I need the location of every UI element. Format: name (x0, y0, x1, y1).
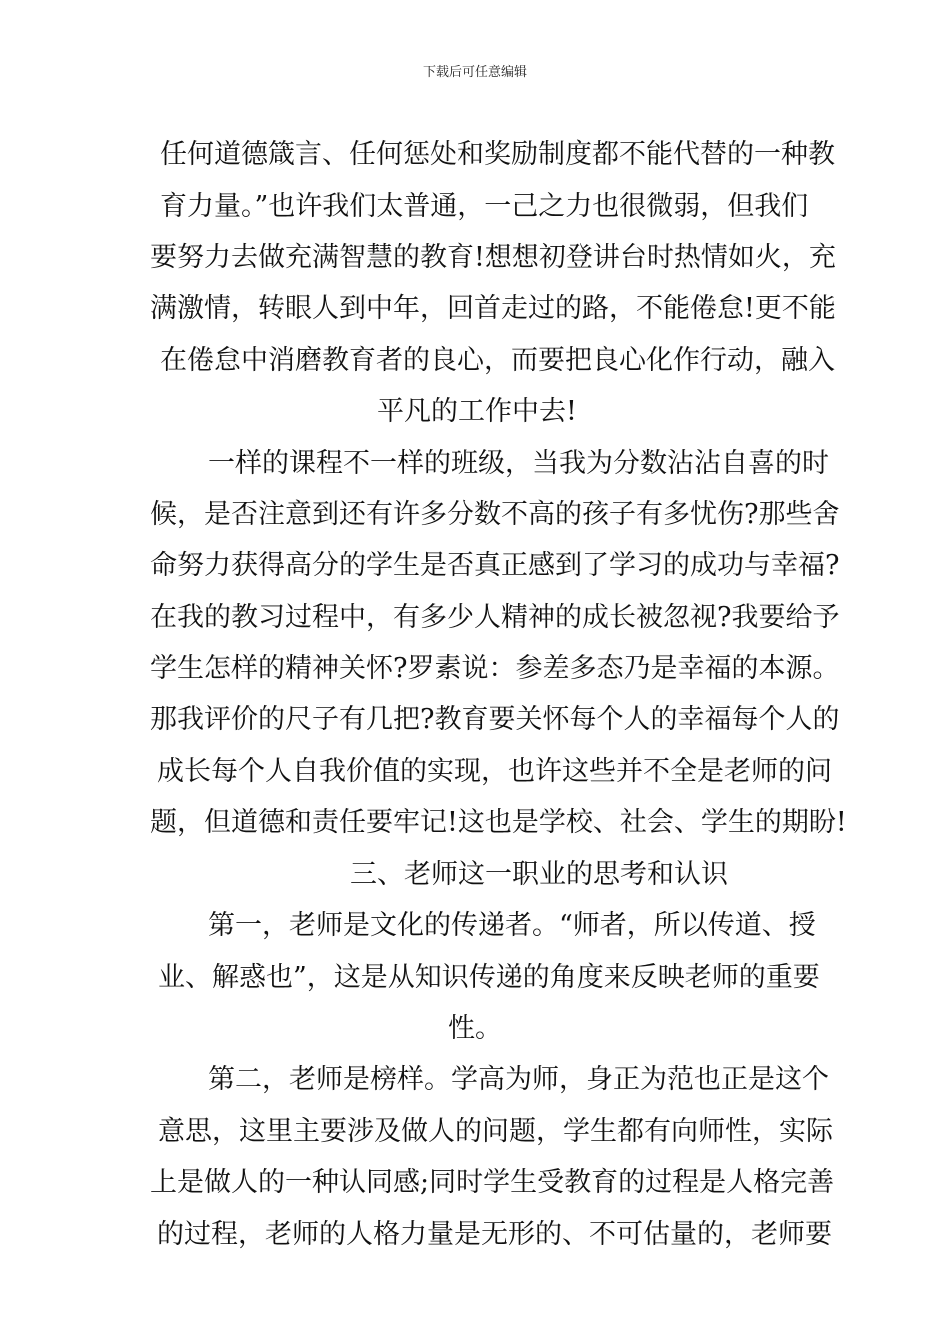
body-line: 任何道德箴言、任何惩处和奖励制度都不能代替的一种教 (160, 139, 835, 170)
body-line: 平凡的工作中去! (377, 396, 577, 427)
body-line: 学生怎样的精神关怀?罗素说：参差多态乃是幸福的本源。 (150, 653, 840, 684)
section-heading: 三、老师这一职业的思考和认识 (350, 859, 728, 890)
body-line: 第二，老师是榜样。学高为师，身正为范也正是这个 (208, 1064, 829, 1095)
body-line: 育力量。”也许我们太普通，一己之力也很微弱，但我们 (160, 191, 809, 222)
body-line: 在倦怠中消磨教育者的良心，而要把良心化作行动，融入 (160, 345, 835, 376)
body-line: 候，是否注意到还有许多分数不高的孩子有多忧伤?那些舍 (150, 499, 840, 530)
body-line: 的过程，老师的人格力量是无形的、不可估量的，老师要 (157, 1219, 832, 1250)
body-line: 业、解惑也”，这是从知识传递的角度来反映老师的重要 (158, 962, 820, 993)
body-line: 题，但道德和责任要牢记!这也是学校、社会、学生的期盼! (150, 807, 847, 838)
body-line: 性。 (448, 1013, 502, 1044)
body-line: 上是做人的一种认同感;同时学生受教育的过程是人格完善 (150, 1167, 835, 1198)
body-line: 第一，老师是文化的传递者。“师者，所以传道、授 (208, 910, 816, 941)
body-line: 意思，这里主要涉及做人的问题，学生都有向师性，实际 (158, 1116, 833, 1147)
body-line: 成长每个人自我价值的实现，也许这些并不全是老师的问 (157, 756, 832, 787)
body-line: 一样的课程不一样的班级，当我为分数沾沾自喜的时 (208, 448, 829, 479)
body-line: 命努力获得高分的学生是否真正感到了学习的成功与幸福? (150, 550, 840, 581)
body-line: 满激情，转眼人到中年，回首走过的路，不能倦怠!更不能 (150, 293, 836, 324)
page-header: 下载后可任意编辑 (422, 65, 527, 80)
body-line: 要努力去做充满智慧的教育!想想初登讲台时热情如火，充 (150, 242, 836, 273)
body-line: 在我的教习过程中，有多少人精神的成长被忽视?我要给予 (150, 602, 840, 633)
body-line: 那我评价的尺子有几把?教育要关怀每个人的幸福每个人的 (150, 704, 840, 735)
